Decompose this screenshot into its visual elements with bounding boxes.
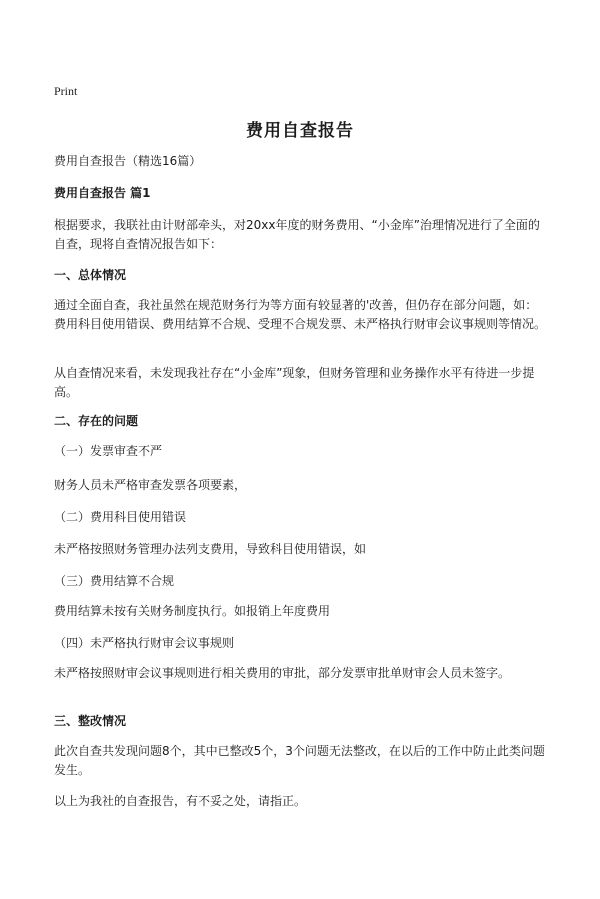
problem-4-text: 未严格按照财审会议事规则进行相关费用的审批，部分发票审批单财审会人员未签字。 [54, 666, 511, 680]
print-link[interactable]: Print [54, 84, 78, 98]
rectification-paragraph: 此次自查共发现问题8个，其中已整改5个，3个问题无法整改，在以后的工作中防止此类问题发生。 [54, 744, 545, 777]
section-heading-rectification: 三、整改情况 [54, 714, 127, 728]
closing-paragraph: 以上为我社的自查报告，有不妥之处，请指正。 [54, 794, 307, 808]
problem-3-title: （三）费用结算不合规 [54, 574, 175, 588]
problem-3-text: 费用结算未按有关财务制度执行。如报销上年度费用 [54, 604, 331, 618]
problem-2-text: 未严格按照财务管理办法列支费用，导致科目使用错误，如 [54, 542, 367, 556]
overview-paragraph-2: 从自查情况来看，未发现我社存在“小金库”现象，但财务管理和业务操作水平有待进一步提高。 [54, 366, 535, 399]
problem-1-text: 财务人员未严格审查发票各项要素， [54, 478, 247, 492]
article-heading: 费用自查报告 篇1 [54, 186, 151, 200]
overview-paragraph-1: 通过全面自查，我社虽然在规范财务行为等方面有较显著的'改善，但仍存在部分问题，如：费用科目使用错误、费用结算不合规、受理不合规发票、未严格执行财审会议事规则等情况。 [54, 298, 547, 331]
problem-4-title: （四）未严格执行财审会议事规则 [54, 636, 235, 650]
problem-2-title: （二）费用科目使用错误 [54, 510, 187, 524]
section-heading-problems: 二、存在的问题 [54, 414, 139, 428]
document-subtitle: 费用自查报告（精选16篇） [54, 154, 202, 168]
intro-paragraph: 根据要求，我联社由计财部牵头，对20xx年度的财务费用、“小金库”治理情况进行了全面的自查，现将自查情况报告如下： [54, 218, 540, 251]
problem-1-title: （一）发票审查不严 [54, 444, 163, 458]
section-heading-overview: 一、总体情况 [54, 268, 127, 282]
document-title: 费用自查报告 [246, 121, 354, 141]
